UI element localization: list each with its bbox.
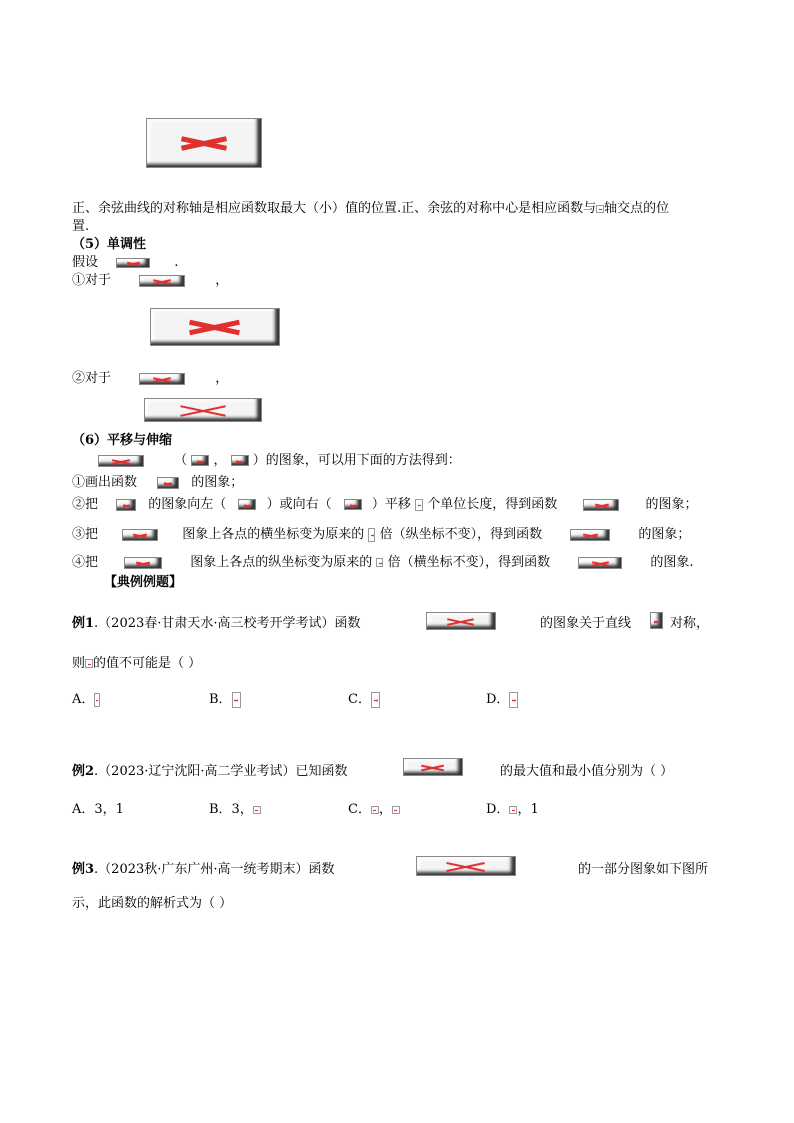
formula-image-placeholder	[122, 529, 158, 541]
formula-image-placeholder	[426, 612, 496, 630]
paragraph-text: 轴交点的位	[604, 201, 670, 216]
example1-line1	[72, 612, 361, 631]
formula-image-placeholder	[157, 477, 179, 489]
formula-image-placeholder	[253, 806, 261, 814]
monotonic-heading: （5）单调性	[72, 237, 147, 252]
formula-image-placeholder	[416, 856, 516, 876]
step4-line	[72, 554, 694, 572]
option-d[interactable]	[486, 688, 518, 708]
formula-image-placeholder	[139, 275, 185, 287]
formula-image-placeholder	[238, 499, 256, 510]
option-c[interactable]	[348, 688, 380, 708]
step1-line	[72, 474, 243, 492]
comma: ，	[213, 453, 227, 468]
formula-image-placeholder	[509, 806, 517, 814]
case2-line	[72, 370, 228, 388]
assume-line	[72, 254, 178, 272]
lead-text: ）的图象，可以用下面的方法得到：	[252, 453, 461, 468]
formula-image-placeholder	[116, 499, 136, 511]
option-a[interactable]: A．3，1	[72, 802, 124, 817]
assume-label: 假设	[72, 255, 99, 270]
option-label: C．	[348, 802, 371, 817]
step4-text: 图象上各点的纵坐标变为原来的	[190, 555, 373, 570]
formula-image-placeholder	[344, 499, 362, 510]
example-label: 例2	[72, 764, 95, 779]
example-source: .（2023秋·广东广州·高一统考期末）函数	[94, 862, 335, 877]
option-label: B．	[209, 692, 232, 707]
example-label: 例3	[72, 862, 95, 877]
formula-image-placeholder	[116, 258, 150, 268]
formula-image-placeholder	[583, 499, 619, 511]
step3-text-end: 的图象；	[638, 527, 691, 542]
formula-image-placeholder	[368, 528, 375, 542]
step2-text: 个单位长度，得到函数	[427, 497, 558, 512]
example-text: 的值不可能是（ ）	[93, 656, 202, 671]
option-b[interactable]	[209, 688, 241, 708]
example2-end: 的最大值和最小值分别为（ ）	[500, 764, 674, 779]
option-label: A．	[72, 692, 95, 707]
comma: ，	[378, 802, 392, 817]
example3-line1	[72, 858, 335, 877]
comma: ，	[215, 273, 229, 288]
option-d[interactable]	[486, 798, 539, 817]
step3-text: 图象上各点的横坐标变为原来的	[182, 527, 365, 542]
case2-label: ②对于	[72, 371, 112, 386]
example-label: 例1	[72, 616, 95, 631]
option-label: C．	[348, 692, 371, 707]
formula-image-placeholder	[150, 308, 280, 346]
formula-image-placeholder	[139, 373, 185, 385]
step3-text: 倍（纵坐标不变），得到函数	[379, 527, 543, 542]
example-text: 则	[72, 656, 86, 671]
example2-line1	[72, 760, 348, 779]
formula-image-placeholder	[392, 806, 400, 814]
example1-mid: 的图象关于直线	[540, 616, 632, 631]
formula-image-placeholder	[650, 612, 663, 629]
paren-open: （	[174, 453, 188, 468]
step2-text: ）或向右（	[266, 497, 332, 512]
symmetry-paragraph-end: 置.	[72, 219, 90, 234]
step1-text: ①画出函数	[72, 475, 138, 490]
formula-image-placeholder	[371, 806, 379, 814]
formula-image-placeholder	[376, 558, 383, 567]
formula-image-placeholder	[578, 557, 622, 569]
step1-text-end: 的图象；	[191, 475, 244, 490]
formula-image-placeholder	[403, 758, 463, 776]
step2-text-end: 的图象；	[645, 497, 698, 512]
step3-text: ③把	[72, 527, 99, 542]
formula-image-placeholder	[415, 499, 423, 511]
transform-heading: （6）平移与伸缩	[72, 433, 173, 448]
paragraph-text: 正、余弦曲线的对称轴是相应函数取最大（小）值的位置.正、余弦的对称中心是相应函数与	[72, 201, 597, 216]
example1-line2	[72, 652, 201, 671]
step4-text-end: 的图象.	[650, 555, 694, 570]
formula-image-placeholder	[94, 693, 100, 707]
example1-end: 对称，	[670, 616, 710, 631]
formula-image-placeholder	[144, 398, 262, 422]
formula-image-placeholder	[124, 557, 162, 569]
formula-image-placeholder	[231, 455, 249, 466]
option-label: D．	[486, 692, 510, 707]
example-source: .（2023春·甘肃天水·高三校考开学考试）函数	[94, 616, 361, 631]
formula-image-placeholder	[232, 692, 241, 708]
examples-heading: 【典例例题】	[104, 575, 183, 590]
option-b[interactable]	[209, 798, 261, 817]
assume-end: .	[174, 255, 179, 270]
step4-text: ④把	[72, 555, 99, 570]
step2-text: 的图象向左（	[148, 497, 227, 512]
example3-end: 的一部分图象如下图所	[578, 862, 709, 877]
example3-line2: 示，此函数的解析式为（ ）	[72, 896, 233, 911]
option-label: B．3，	[209, 802, 253, 817]
formula-image-placeholder	[146, 118, 262, 168]
option-a[interactable]	[72, 688, 100, 707]
step2-text: ）平移	[371, 497, 411, 512]
formula-image-placeholder	[191, 455, 209, 466]
formula-image-placeholder	[98, 455, 144, 467]
formula-image-placeholder	[570, 529, 610, 541]
formula-image-placeholder	[371, 692, 380, 708]
step2-text: ②把	[72, 497, 99, 512]
step4-text: 倍（横坐标不变），得到函数	[387, 555, 551, 570]
step2-line	[72, 496, 698, 514]
comma: ，	[215, 371, 229, 386]
symmetry-paragraph	[72, 200, 669, 218]
case1-line	[72, 272, 228, 290]
transform-lead	[72, 452, 461, 470]
option-c[interactable]	[348, 798, 400, 817]
case1-label: ①对于	[72, 273, 112, 288]
example-source: .（2023·辽宁沈阳·高二学业考试）已知函数	[94, 764, 348, 779]
step3-line	[72, 526, 690, 544]
formula-image-placeholder	[85, 659, 93, 668]
option-value: ，1	[517, 802, 539, 817]
option-label: D．	[486, 802, 510, 817]
formula-image-placeholder	[596, 205, 604, 213]
formula-image-placeholder	[509, 692, 518, 708]
